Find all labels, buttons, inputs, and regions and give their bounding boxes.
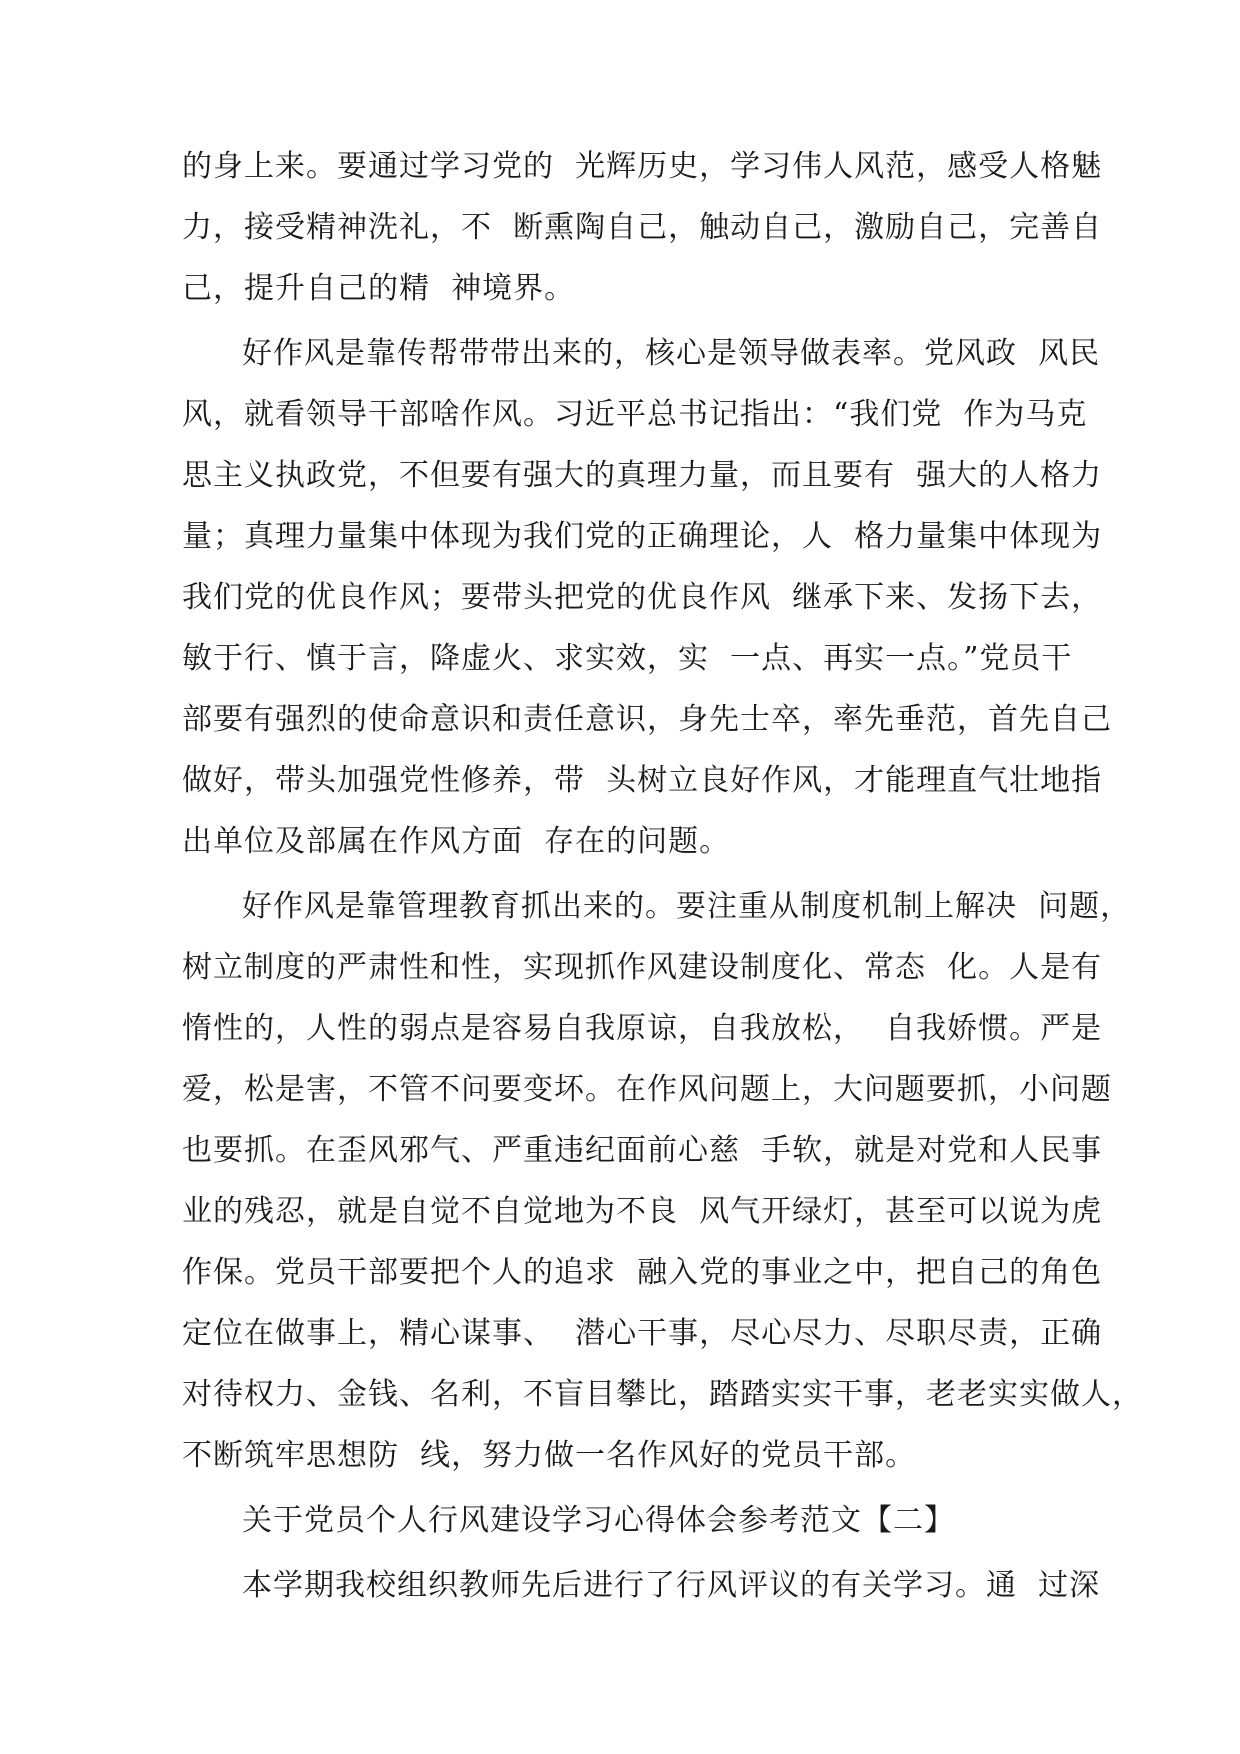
text-line: 的身上来。要通过学习党的 光辉历史，学习伟人风范，感受人格魅 bbox=[182, 149, 1103, 184]
text-line: 量；真理力量集中体现为我们党的正确理论，人 格力量集中体现为 bbox=[182, 519, 1103, 554]
paragraph-1 bbox=[182, 136, 1103, 319]
text-line: 做好，带头加强党性修养，带 头树立良好作风，才能理直气壮地指 bbox=[182, 763, 1103, 798]
document-body bbox=[182, 136, 1143, 1616]
paragraph-2 bbox=[182, 323, 1112, 872]
text-line: 对待权力、金钱、名利，不盲目攀比，踏踏实实干事，老老实实做人， bbox=[182, 1377, 1143, 1412]
text-line: 作保。党员干部要把个人的追求 融入党的事业之中，把自己的角色 bbox=[182, 1255, 1103, 1290]
text-line: 思主义执政党，不但要有强大的真理力量，而且要有 强大的人格力 bbox=[182, 458, 1103, 493]
paragraph-3 bbox=[182, 876, 1143, 1486]
text-line: 爱，松是害，不管不问要变坏。在作风问题上，大问题要抓，小问题 bbox=[182, 1072, 1112, 1107]
text-line: 不断筑牢思想防 线，努力做一名作风好的党员干部。 bbox=[182, 1438, 917, 1473]
section-title: 关于党员个人行风建设学习心得体会参考范文【二】 bbox=[242, 1503, 955, 1538]
text-line: 己，提升自己的精 神境界。 bbox=[182, 271, 576, 306]
paragraph-4 bbox=[182, 1555, 1101, 1616]
text-line: 业的残忍，就是自觉不自觉地为不良 风气开绿灯，甚至可以说为虎 bbox=[182, 1194, 1103, 1229]
text-line: 我们党的优良作风；要带头把党的优良作风 继承下来、发扬下去， bbox=[182, 580, 1103, 615]
text-line: 出单位及部属在作风方面 存在的问题。 bbox=[182, 824, 731, 859]
text-line: 好作风是靠管理教育抓出来的。要注重从制度机制上解决 问题， bbox=[242, 889, 1132, 924]
section-heading bbox=[182, 1490, 1082, 1551]
text-line: 树立制度的严肃性和性，实现抓作风建设制度化、常态 化。人是有 bbox=[182, 950, 1103, 985]
text-line: 也要抓。在歪风邪气、严重违纪面前心慈 手软，就是对党和人民事 bbox=[182, 1133, 1103, 1168]
text-line: 风，就看领导干部啥作风。习近平总书记指出：“我们党 作为马克 bbox=[182, 397, 1088, 432]
text-line: 敏于行、慎于言，降虚火、求实效，实 一点、再实一点。”党员干 bbox=[182, 641, 1073, 676]
text-line: 惰性的，人性的弱点是容易自我原谅，自我放松， 自我娇惯。严是 bbox=[182, 1011, 1103, 1046]
text-line: 本学期我校组织教师先后进行了行风评议的有关学习。通 过深 bbox=[242, 1568, 1101, 1603]
text-line: 力，接受精神洗礼，不 断熏陶自己，触动自己，激励自己，完善自 bbox=[182, 210, 1103, 245]
text-line: 部要有强烈的使命意识和责任意识，身先士卒，率先垂范，首先自己 bbox=[182, 702, 1112, 737]
text-line: 好作风是靠传帮带带出来的，核心是领导做表率。党风政 风民 bbox=[242, 336, 1101, 371]
text-line: 定位在做事上，精心谋事、 潜心干事，尽心尽力、尽职尽责，正确 bbox=[182, 1316, 1103, 1351]
